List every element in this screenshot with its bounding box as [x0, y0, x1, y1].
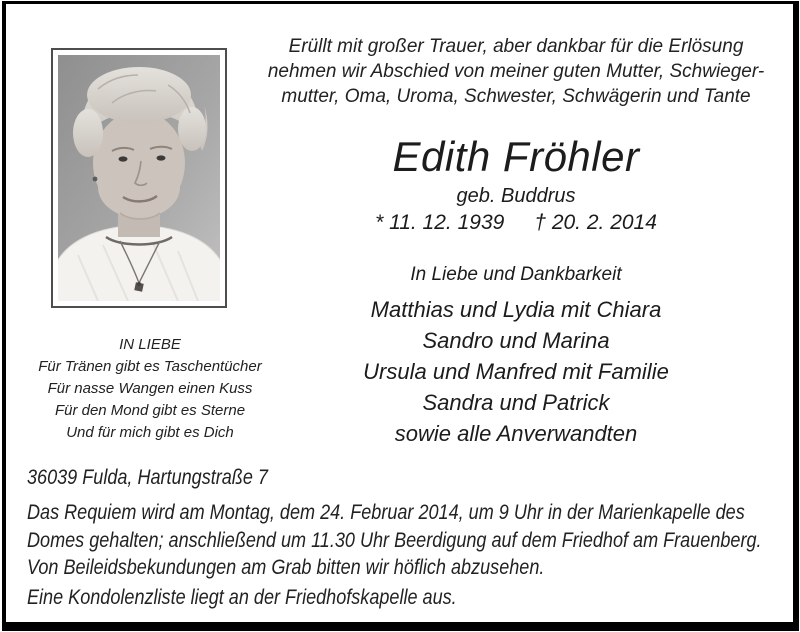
mourner-line: Matthias und Lydia mit Chiara [370, 297, 662, 322]
intro-line: nehmen wir Abschied von meiner guten Mutter, Schwieger- [267, 61, 765, 82]
condolence-note: Von Beileidsbekundungen am Grab bitten wir höflich abzusehen. [27, 556, 545, 579]
announcement-column [240, 0, 792, 460]
birth-date: * 11. 12. 1939 [375, 211, 505, 234]
portrait-photo [58, 55, 220, 301]
mourner-line: Sandro und Marina [422, 328, 610, 353]
mourner-line: Ursula und Manfred mit Familie [363, 359, 669, 384]
death-date: † 20. 2. 2014 [534, 211, 657, 234]
mourners-list [240, 294, 792, 449]
mourner-line: sowie alle Anverwandten [394, 421, 638, 446]
mourner-line: Sandra und Patrick [422, 390, 610, 415]
poem-line: Für den Mond gibt es Sterne [54, 402, 246, 419]
poem-line: Für nasse Wangen einen Kuss [47, 380, 253, 397]
service-line: Das Requiem wird am Montag, dem 24. Februar 2014, um 9 Uhr in der Marienkapelle des [27, 501, 745, 524]
memorial-poem [10, 334, 290, 444]
intro-text [240, 34, 792, 109]
intro-line: mutter, Oma, Uroma, Schwester, Schwägerin und Tante [281, 86, 751, 107]
deceased-name: Edith Fröhler [392, 133, 640, 180]
address-line: 36039 Fulda, Hartungstraße 7 [27, 466, 268, 489]
intro-line: Erüllt mit großer Trauer, aber dankbar für die Erlösung [288, 36, 744, 57]
poem-line: Und für mich gibt es Dich [66, 424, 234, 441]
service-line: Domes gehalten; anschließend um 11.30 Uhr Beerdigung auf dem Friedhof am Frauenberg. [27, 529, 762, 552]
life-dates [240, 211, 792, 235]
portrait-frame [51, 48, 227, 308]
poem-line: Für Tränen gibt es Taschentücher [38, 358, 262, 375]
condolence-list-note: Eine Kondolenzliste liegt an der Friedhofskapelle aus. [27, 586, 457, 609]
poem-title: IN LIEBE [119, 336, 181, 353]
maiden-name: geb. Buddrus [456, 185, 576, 207]
dedication-line: In Liebe und Dankbarkeit [410, 264, 622, 285]
